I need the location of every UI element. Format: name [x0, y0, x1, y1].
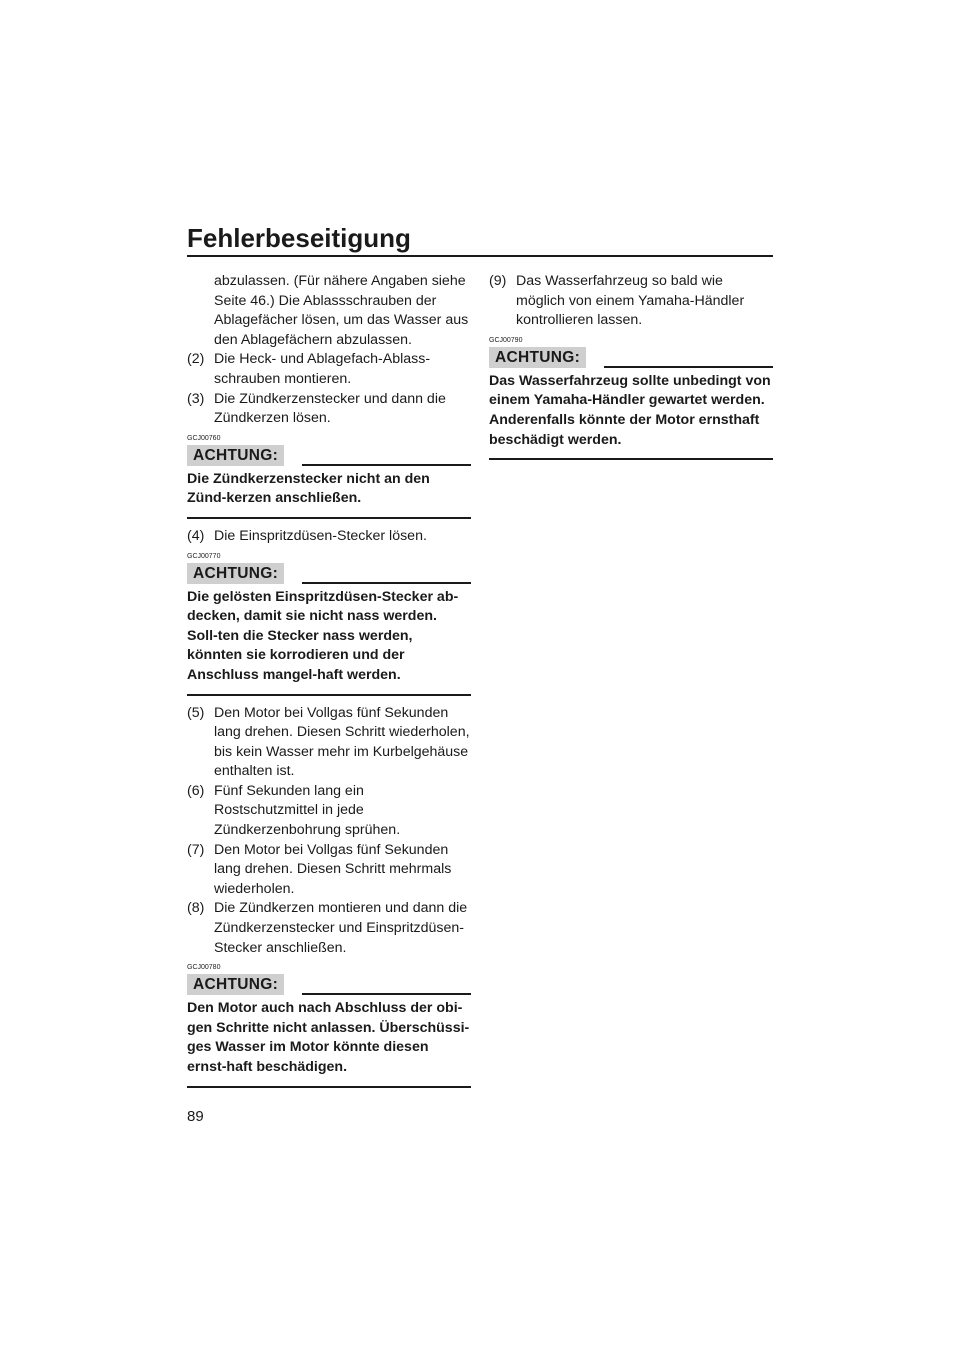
caution-text: Das Wasserfahrzeug sollte unbedingt von einem Yamaha-Händler gewartet werden. Anderenfalls könnte der Motor ernsthaft beschädigt werden. — [489, 368, 773, 460]
step-item — [187, 899, 471, 958]
caution-rule — [604, 366, 773, 368]
step-text: Den Motor bei Vollgas fünf Sekunden lang drehen. Diesen Schritt wiederholen, bis kein Wasser mehr im Kurbelgehäuse enthalten ist. — [214, 704, 470, 780]
caution-rule — [302, 993, 471, 995]
step-number: (2) — [187, 351, 205, 368]
step-item — [187, 527, 471, 547]
step-text: Den Motor bei Vollgas fünf Sekunden lang drehen. Diesen Schritt mehrmals wiederholen. — [214, 841, 452, 897]
step-item — [489, 272, 773, 331]
caution-text: Die gelösten Einspritzdüsen-Stecker ab-decken, damit sie nicht nass werden. Soll-ten die Stecker nass werden, könnten sie korrodieren und der Anschluss mangel-haft werden. — [187, 584, 471, 696]
caution-header — [489, 347, 773, 368]
caution-header — [187, 563, 471, 584]
step-item — [187, 782, 471, 841]
caution-block — [489, 337, 773, 460]
caution-code: GCJ00780 — [187, 964, 221, 972]
caution-rule — [302, 464, 471, 466]
step-item — [187, 390, 471, 429]
step-item — [187, 841, 471, 900]
step-number: (6) — [187, 782, 205, 799]
step-text: Die Zündkerzen montieren und dann die Zündkerzenstecker und Einspritzdüsen-Stecker anschließen. — [214, 900, 468, 956]
caution-rule — [302, 582, 471, 584]
step-text: Die Einspritzdüsen-Stecker lösen. — [214, 527, 427, 544]
caution-code: GCJ00790 — [489, 336, 523, 344]
step-number: (4) — [187, 527, 205, 544]
step-text: Fünf Sekunden lang ein Rostschutzmittel in jede Zündkerzenbohrung sprühen. — [214, 782, 401, 839]
page-title: Fehlerbeseitigung — [187, 223, 411, 253]
caution-label: ACHTUNG: — [187, 563, 284, 584]
caution-text: Den Motor auch nach Abschluss der obi-gen Schritte nicht anlassen. Überschüssi-ges Wasser im Motor könnte diesen ernst-haft beschädigen. — [187, 995, 471, 1087]
left-column — [187, 272, 471, 1096]
caution-label: ACHTUNG: — [187, 974, 284, 995]
caution-block — [187, 553, 471, 696]
caution-text: Die Zündkerzenstecker nicht an den Zünd-kerzen anschließen. — [187, 466, 471, 519]
caution-header — [187, 974, 471, 995]
caution-label: ACHTUNG: — [187, 445, 284, 466]
page-number: 89 — [187, 1108, 204, 1125]
page-header — [187, 224, 773, 257]
step-text: Die Zündkerzenstecker und dann die Zündkerzen lösen. — [214, 390, 446, 427]
caution-header — [187, 445, 471, 466]
caution-label: ACHTUNG: — [489, 347, 586, 368]
caution-block — [187, 435, 471, 519]
step-text: Die Heck- und Ablagefach-Ablass-schrauben montieren. — [214, 351, 431, 387]
step-item — [187, 704, 471, 782]
right-column — [489, 272, 773, 468]
step-item — [187, 350, 471, 389]
step-number: (9) — [489, 273, 507, 289]
caution-code: GCJ00760 — [187, 434, 221, 442]
caution-code: GCJ00770 — [187, 552, 221, 560]
step-number: (8) — [187, 900, 205, 917]
caution-block — [187, 964, 471, 1087]
step-number: (3) — [187, 390, 205, 407]
step-number: (5) — [187, 704, 205, 721]
continued-text: abzulassen. (Für nähere Angaben siehe Seite 46.) Die Ablassschrauben der Ablagefächer lösen, um das Wasser aus den Ablagefächern abzulassen. — [214, 273, 469, 348]
step-number: (7) — [187, 841, 205, 858]
step-text: Das Wasserfahrzeug so bald wie möglich von einem Yamaha-Händler kontrollieren lassen. — [516, 273, 745, 329]
